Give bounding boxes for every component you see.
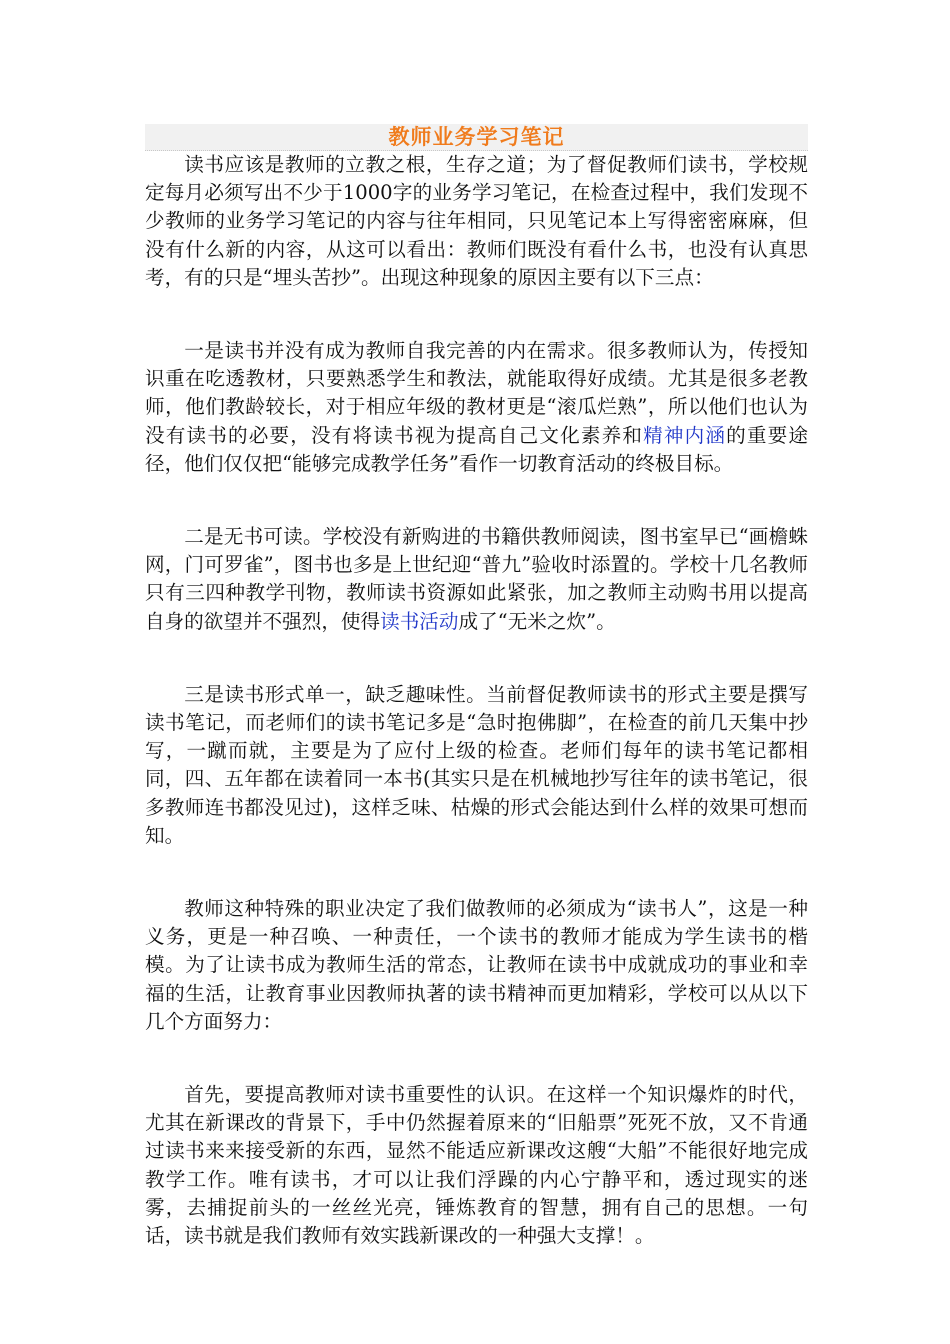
paragraph-gap xyxy=(145,850,808,895)
paragraph-gap xyxy=(145,636,808,681)
document-title: 教师业务学习笔记 xyxy=(388,125,565,149)
paragraph-gap xyxy=(145,478,808,523)
paragraph-reason-two xyxy=(145,523,808,636)
paragraph-reason-one-text-a: 一是读书并没有成为教师自我完善的内在需求。很多教师认为，传授知识重在吃透教材，只要熟悉学生和教法，就能取得好成绩。尤其是很多老教师，他们教龄较长，对于相应年级的教材更是“滚瓜烂熟”，所以他们也认为没有读书的必要，没有将读书视为提高自己文化素养和 xyxy=(145,339,808,447)
paragraph-teacher-role: 教师这种特殊的职业决定了我们做教师的必须成为“读书人”，这是一种义务，更是一种召唤、一种责任，一个读书的教师才能成为学生读书的楷模。为了让读书成为教师生活的常态，让教师在读书中成就成功的事业和幸福的生活，让教育事业因教师执著的读书精神而更加精彩，学校可以从以下几个方面努力： xyxy=(145,897,808,1033)
paragraph-first-measure: 首先，要提高教师对读书重要性的认识。在这样一个知识爆炸的时代，尤其在新课改的背景下，手中仍然握着原来的“旧船票”死死不放，又不肯通过读书来来接受新的东西，显然不能适应新课改这艘“大船”不能很好地完成教学工作。唯有读书，才可以让我们浮躁的内心宁静平和，透过现实的迷雾，去捕捉前头的一丝丝光亮，锤炼教育的智慧，拥有自己的思想。一句话，读书就是我们教师有效实践新课改的一种强大支撑！。 xyxy=(145,1083,808,1248)
paragraph-reason-one-text-b: 的重要途径，他们仅仅把“能够完成教学任务”看作一切教育活动的终极目标。 xyxy=(145,423,809,475)
link-reading-activity[interactable]: 读书活动 xyxy=(380,609,459,633)
paragraph-reason-two-text-b: 成了“无米之炊”。 xyxy=(458,609,616,633)
paragraph-reason-two-text-a: 二是无书可读。学校没有新购进的书籍供教师阅读，图书室早已“画檐蛛网，门可罗雀”，图书也多是上世纪迎“普九”验收时添置的。学校十几名教师只有三四种教学刊物，教师读书资源如此紧张，加之教师主动购书用以提高自身的欲望并不强烈，使得 xyxy=(145,525,808,633)
paragraph-reason-three: 三是读书形式单一，缺乏趣味性。当前督促教师读书的形式主要是撰写读书笔记，而老师们的读书笔记多是“急时抱佛脚”，在检查的前几天集中抄写，一蹴而就，主要是为了应付上级的检查。老师们每年的读书笔记都相同，四、五年都在读着同一本书(其实只是在机械地抄写往年的读书笔记，很多教师连书都没见过)，这样乏味、枯燥的形式会能达到什么样的效果可想而知。 xyxy=(145,682,808,847)
document-page xyxy=(145,124,808,1250)
paragraph-reason-one xyxy=(145,337,808,478)
paragraph-gap xyxy=(145,1036,808,1081)
link-spiritual-connotation[interactable]: 精神内涵 xyxy=(643,423,727,447)
paragraph-intro: 读书应该是教师的立教之根，生存之道；为了督促教师们读书，学校规定每月必须写出不少于1000字的业务学习笔记，在检查过程中，我们发现不少教师的业务学习笔记的内容与往年相同，只见笔记本上写得密密麻麻，但没有什么新的内容，从这可以看出：教师们既没有看什么书，也没有认真思考，有的只是“埋头苦抄”。出现这种现象的原因主要有以下三点： xyxy=(145,153,808,289)
title-bar xyxy=(145,124,808,151)
paragraph-gap xyxy=(145,292,808,337)
